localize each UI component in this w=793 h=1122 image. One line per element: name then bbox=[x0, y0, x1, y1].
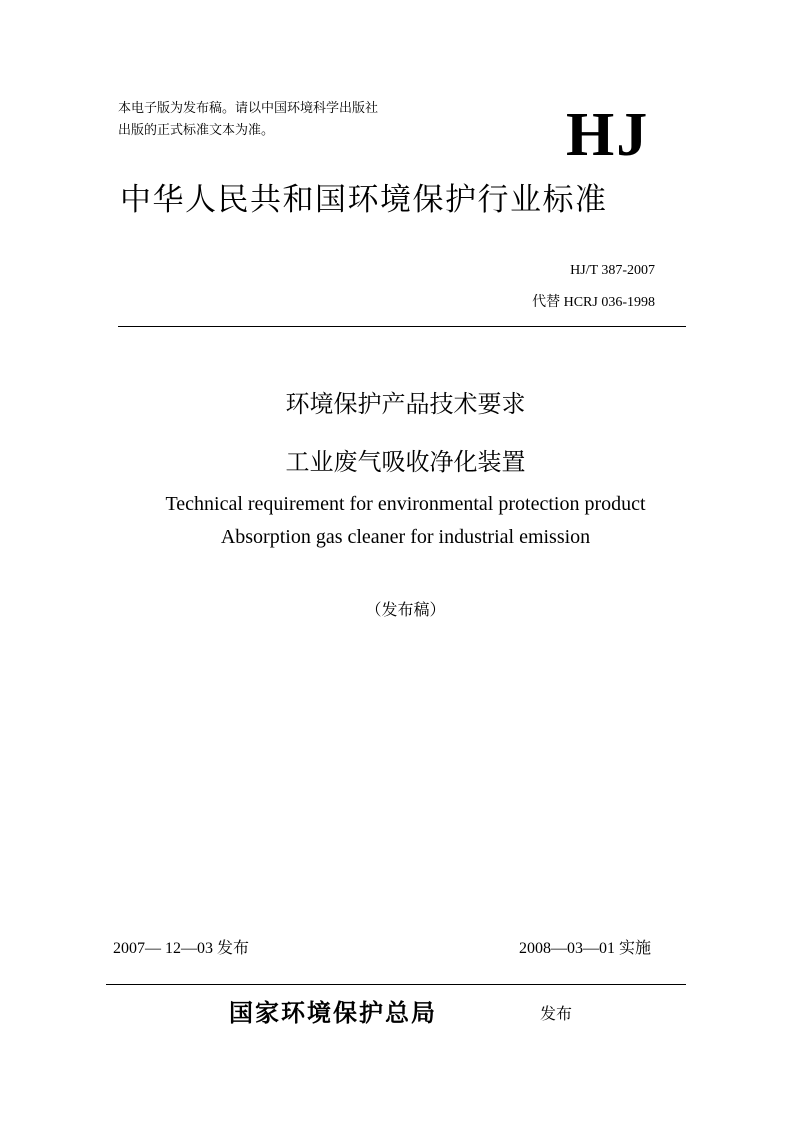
issue-date: 2007— 12—03 发布 bbox=[113, 940, 250, 957]
document-title-cn-line1: 环境保护产品技术要求 bbox=[285, 390, 526, 418]
release-status: （发布稿） bbox=[365, 600, 446, 619]
publish-label: 发布 bbox=[540, 1004, 573, 1023]
document-title-en-line2: Absorption gas cleaner for industrial emission bbox=[220, 526, 591, 548]
replaced-standard: 代替 HCRJ 036-1998 bbox=[532, 295, 655, 310]
edition-notice: 本电子版为发布稿。请以中国环境科学出版社 出版的正式标准文本为准。 bbox=[118, 101, 379, 138]
bottom-divider bbox=[106, 984, 686, 985]
top-divider bbox=[118, 326, 686, 327]
document-title-cn-line2: 工业废气吸收净化装置 bbox=[285, 448, 526, 476]
document-title-en-line1: Technical requirement for environmental protection product bbox=[165, 493, 646, 515]
standard-category-title: 中华人民共和国环境保护行业标准 bbox=[120, 182, 608, 218]
hj-logo: HJ bbox=[566, 101, 650, 169]
publisher-name: 国家环境保护总局 bbox=[229, 998, 437, 1027]
standard-code: HJ/T 387-2007 bbox=[570, 263, 655, 278]
implementation-date: 2008—03—01 实施 bbox=[519, 940, 652, 957]
